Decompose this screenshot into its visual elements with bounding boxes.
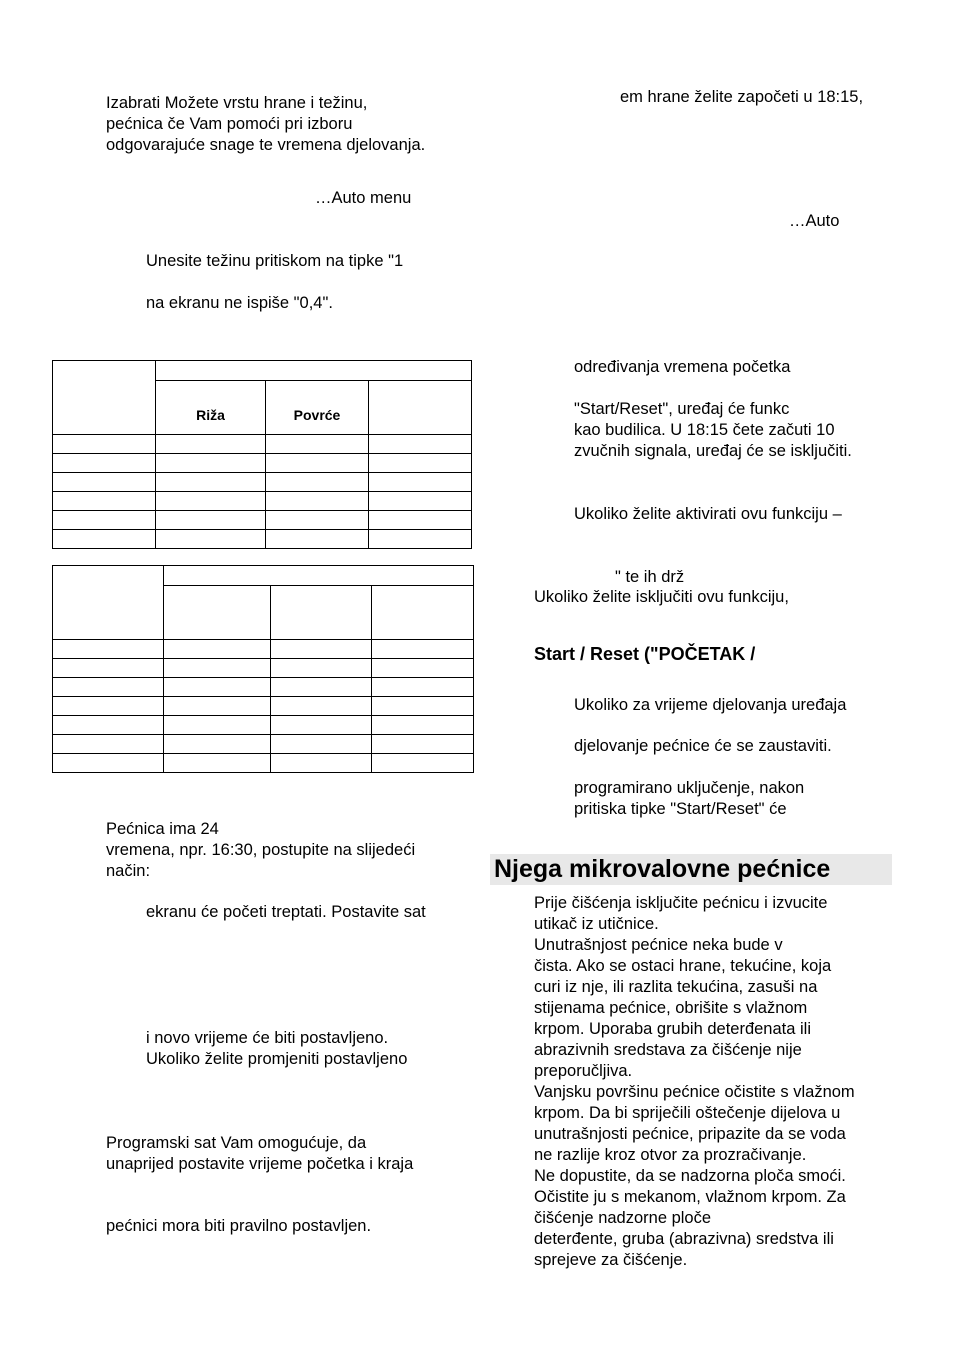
care-paragraph	[534, 893, 855, 1271]
table-cell	[164, 586, 271, 640]
text-line: programirano uključenje, nakon	[574, 779, 805, 797]
text-line: Pećnica ima 24	[106, 820, 219, 838]
auto-menu-table-2	[52, 565, 474, 773]
table-cell	[156, 361, 472, 381]
clock-paragraph	[106, 819, 415, 882]
weight-display-text: na ekranu ne ispiše "0,4".	[146, 294, 333, 312]
table-row	[53, 716, 474, 735]
text-line: deterđente, gruba (abrazivna) sredstva ili	[534, 1230, 834, 1248]
text-line: abrazivnih sredstava za čišćenje nije	[534, 1041, 802, 1059]
text-line: zvučnih signala, uređaj će se isključiti.	[574, 442, 852, 460]
auto-menu-table-1	[52, 360, 472, 549]
auto-menu-text: …Auto menu	[315, 189, 412, 207]
programmed-paragraph	[574, 778, 804, 820]
stop-operation-text: djelovanje pećnice će se zaustaviti.	[574, 737, 832, 755]
text-line: Prije čišćenja isključite pećnicu i izvucite	[534, 894, 828, 912]
auto-text: …Auto	[789, 212, 840, 230]
text-line: curi iz nje, ili razlita tekućina, zasuši na	[534, 978, 818, 996]
text-line: krpom. Da bi spriječili oštečenje dijelova u	[534, 1104, 841, 1122]
text-line: čišćenje nadzorne ploče	[534, 1209, 712, 1227]
text-line: Izabrati Možete vrstu hrane i težinu,	[106, 94, 368, 112]
text-line: Očistite ju s mekanom, vlažnom krpom. Za	[534, 1188, 846, 1206]
text-line: krpom. Uporaba grubih deterđenata ili	[534, 1020, 811, 1038]
intro-paragraph	[106, 93, 425, 156]
table-row	[53, 473, 472, 492]
table-row	[53, 435, 472, 454]
table-cell	[369, 381, 472, 435]
table-row	[53, 678, 474, 697]
table-row	[53, 511, 472, 530]
text-line: i novo vrijeme će biti postavljeno.	[146, 1029, 389, 1047]
determine-start-text: određivanja vremena početka	[574, 358, 791, 376]
text-line: ne razlije kroz otvor za prozračivanje.	[534, 1146, 807, 1164]
table-row	[53, 697, 474, 716]
text-line: Ukoliko želite promjeniti postavljeno	[146, 1050, 408, 1068]
text-line: "Start/Reset", uređaj će funkc	[574, 400, 790, 418]
table-row	[53, 659, 474, 678]
text-line: spreјeve za čišćenje.	[534, 1251, 688, 1269]
clock-correct-text: pećnici mora biti pravilno postavljen.	[106, 1217, 372, 1235]
text-line: utikač iz utičnice.	[534, 915, 659, 933]
table-cell	[53, 566, 164, 640]
column-header-vegetables: Povrće	[266, 381, 369, 435]
text-line: Vanjsku površinu pećnice očistite s vlažnom	[534, 1083, 855, 1101]
table-row	[53, 640, 474, 659]
start-reset-heading: Start / Reset ("POČETAK /	[534, 644, 756, 664]
table-cell	[372, 586, 474, 640]
deactivate-function-text: Ukoliko želite isključiti ovu funkciju,	[534, 588, 789, 606]
column-header-rice: Riža	[156, 381, 266, 435]
table-row	[53, 492, 472, 511]
table-row	[53, 735, 474, 754]
hold-keys-text: " te ih drž	[615, 568, 685, 586]
blink-text: ekranu će početi treptati. Postavite sat	[146, 903, 426, 921]
text-line: Unutrašnjost pećnice neka bude v	[534, 936, 783, 954]
alarm-paragraph	[574, 399, 852, 462]
text-line: unutrašnjosti pećnice, pripazite da se voda	[534, 1125, 846, 1143]
text-line: preporučljiva.	[534, 1062, 633, 1080]
table-row	[53, 454, 472, 473]
text-line: kao budilica. U 18:15 čete začuti 10	[574, 421, 835, 439]
care-section-heading: Njega mikrovalovne pećnice	[490, 854, 892, 885]
new-time-paragraph	[146, 1028, 407, 1070]
activate-function-text: Ukoliko želite aktivirati ovu funkciju –	[574, 505, 842, 523]
text-line: čista. Ako se ostaci hrane, tekućine, koja	[534, 957, 832, 975]
text-line: način:	[106, 862, 151, 880]
table-cell	[271, 586, 372, 640]
text-line: Ne dopustite, da se nadzorna ploča smoći.	[534, 1167, 846, 1185]
text-line: unaprijed postavite vrijeme početka i kraja	[106, 1155, 414, 1173]
text-line: pećnica če Vam pomoći pri izboru	[106, 115, 353, 133]
table-row	[53, 530, 472, 549]
text-line: pritiska tipke "Start/Reset" će	[574, 800, 787, 818]
text-line: vremena, npr. 16:30, postupite na slijedeći	[106, 841, 416, 859]
weight-instruction: Unesite težinu pritiskom na tipke "1	[146, 252, 404, 270]
start-time-text: em hrane želite započeti u 18:15,	[620, 88, 864, 106]
text-line: odgovarajuće snage te vremena djelovanja.	[106, 136, 426, 154]
table-cell	[164, 566, 474, 586]
text-line: Programski sat Vam omogućuje, da	[106, 1134, 367, 1152]
table-cell	[53, 361, 156, 435]
during-operation-text: Ukoliko za vrijeme djelovanja uređaja	[574, 696, 847, 714]
table-row	[53, 754, 474, 773]
program-clock-paragraph	[106, 1133, 413, 1175]
text-line: stijenama pećnice, obrišite s vlažnom	[534, 999, 808, 1017]
